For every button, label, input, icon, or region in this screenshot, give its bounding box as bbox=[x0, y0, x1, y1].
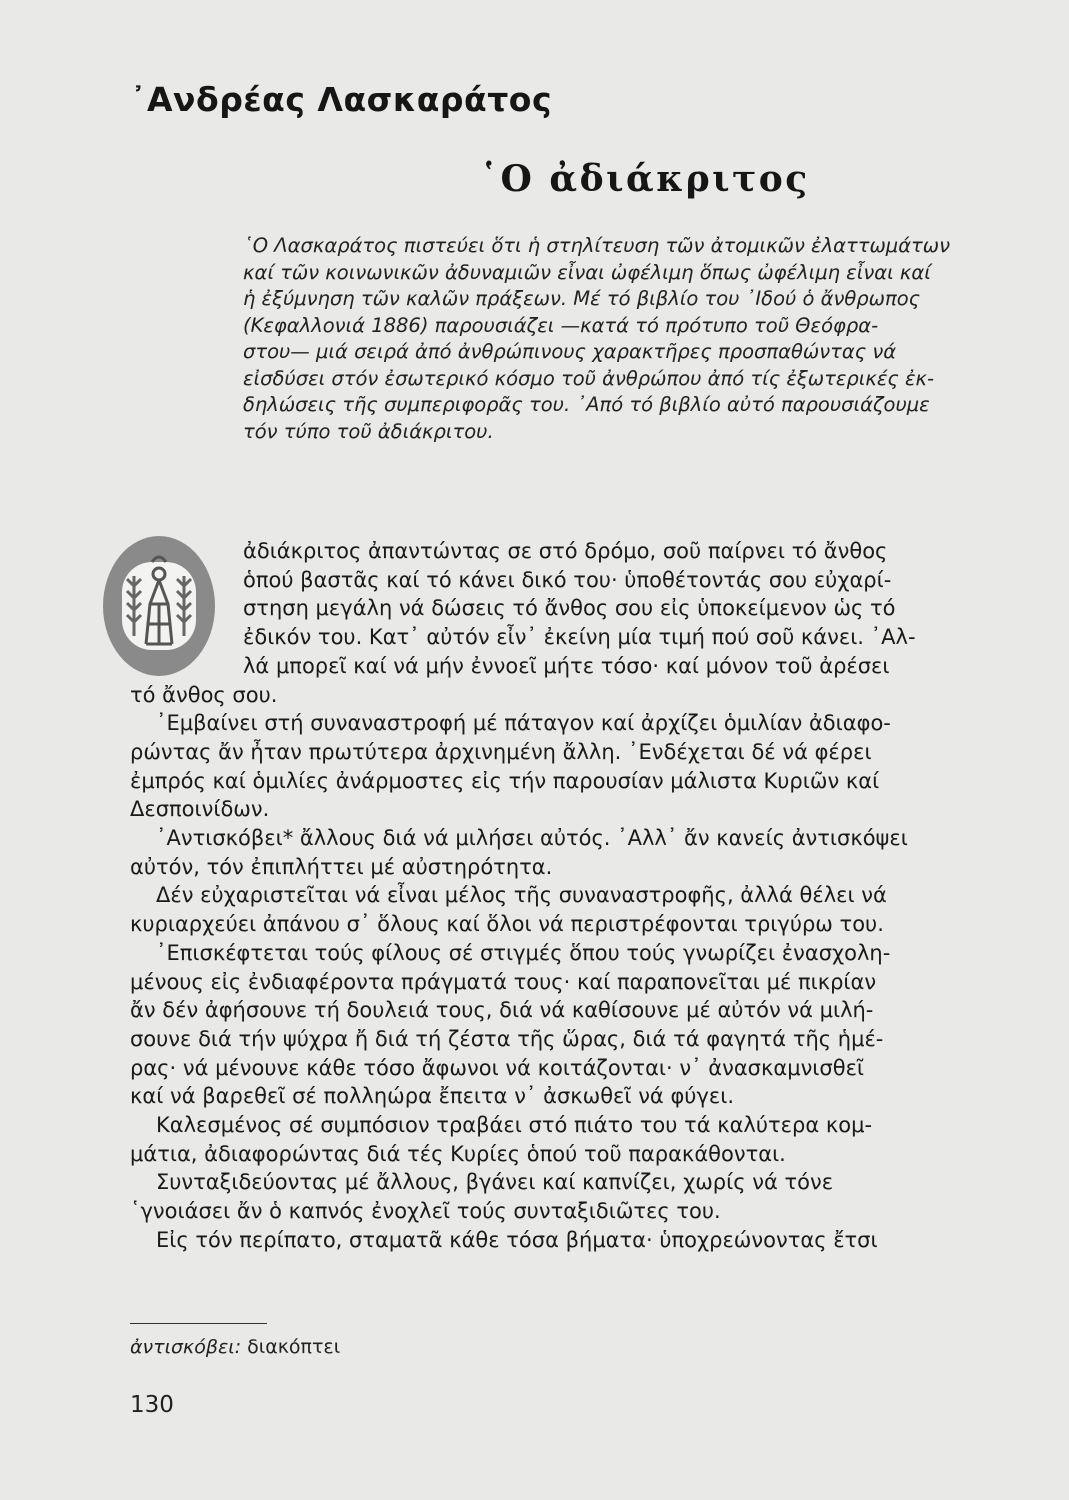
intro-line: ἡ ἐξύμνηση τῶν καλῶν πράξεων. Μέ τό βιβλίο του ᾿Ιδού ὁ ἄνθρωπος bbox=[243, 287, 921, 310]
intro-line: καί τῶν κοινωνικῶν ἀδυναμιῶν εἶναι ὠφέλιμη ὅπως ὠφέλιμη εἶναι καί bbox=[243, 260, 931, 284]
body-line: ἀδιάκριτος ἀπαντώντας σε στό δρόμο, σοῦ παίρνει τό ἄνθος bbox=[243, 539, 888, 563]
intro-paragraph bbox=[243, 233, 968, 445]
body-line: μάτια, ἀδιαφορώντας διά τές Κυρίες ὁπού τοῦ παρακάθονται. bbox=[130, 1141, 786, 1166]
intro-line: τόν τύπο τοῦ ἀδιάκριτου. bbox=[243, 419, 494, 443]
intro-line: δηλώσεις τῆς συμπεριφορᾶς του. ᾿Από τό βιβλίο αὐτό παρουσιάζουμε bbox=[243, 393, 930, 416]
body-line: σουνε διά τήν ψύχρα ἤ διά τή ζέστα τῆς ὥρας, διά τά φαγητά τῆς ἡμέ- bbox=[130, 1026, 884, 1051]
body-line: Δεσποινίδων. bbox=[130, 797, 270, 822]
body-line: ρώντας ἄν ἦταν πρωτύτερα ἀρχινημένη ἄλλη. ᾿Ενδέχεται δέ νά φέρει bbox=[130, 739, 872, 764]
body-line: Καλεσμένος σέ συμπόσιον τραβάει στό πιάτο του τά καλύτερα κομ- bbox=[156, 1113, 873, 1138]
body-line: κυριαρχεύει ἀπάνου σ᾿ ὅλους καί ὅλοι νά περιστρέφονται τριγύρω του. bbox=[130, 912, 884, 937]
body-line: ἐδικόν του. Κατ᾿ αὐτόν εἶν᾿ ἐκείνη μία τιμή πού σοῦ κάνει. ᾿Αλ- bbox=[243, 625, 916, 650]
footnote-term: ἀντισκόβει: bbox=[130, 1336, 242, 1358]
body-line: τό ἄνθος σου. bbox=[130, 682, 278, 707]
body-paragraphs bbox=[130, 681, 975, 1255]
intro-line: ῾Ο Λασκαράτος πιστεύει ὅτι ἡ στηλίτευση τῶν ἀτομικῶν ἐλαττωμάτων bbox=[243, 234, 951, 257]
body-line: Δέν εὐχαριστεῖται νά εἶναι μέλος τῆς συναναστροφῆς, ἀλλά θέλει νά bbox=[156, 883, 887, 908]
body-line: στηση μεγάλη νά δώσεις τό ἄνθος σου εἰς ὑποκείμενον ὡς τό bbox=[243, 596, 896, 621]
body-line: Συνταξιδεύοντας μέ ἄλλους, βγάνει καί καπνίζει, χωρίς νά τόνε bbox=[156, 1170, 834, 1195]
body-line: ᾿Επισκέφτεται τούς φίλους σέ στιγμές ὅπου τούς γνωρίζει ἐνασχολη- bbox=[156, 940, 891, 965]
body-line: ἐμπρός καί ὁμιλίες ἀνάρμοστες εἰς τήν παρουσίαν μάλιστα Κυριῶν καί bbox=[130, 768, 880, 793]
body-line: λά μπορεῖ καί νά μήν ἐννοεῖ μήτε τόσο· καί μόνον τοῦ ἀρέσει bbox=[243, 653, 890, 678]
author-heading: ᾿Ανδρέας Λασκαράτος bbox=[130, 80, 553, 119]
footnote-divider bbox=[130, 1323, 267, 1324]
page-number: 130 bbox=[130, 1392, 174, 1418]
body-line: αὐτόν, τόν ἐπιπλήττει μέ αὐστηρότητα. bbox=[130, 854, 553, 879]
body-line: καί νά βαρεθεῖ σέ πολληώρα ἔπειτα ν᾿ ἀσκωθεῖ νά φύγει. bbox=[130, 1084, 735, 1109]
body-line: ὁπού βαστᾶς καί τό κάνει δικό του· ὑποθέτοντάς σου εὐχαρί- bbox=[243, 567, 892, 592]
footnote bbox=[130, 1336, 340, 1358]
intro-line: (Κεφαλλονιά 1886) παρουσιάζει —κατά τό πρότυπο τοῦ Θεόφρα- bbox=[243, 313, 879, 337]
body-line: ἄν δέν ἀφήσουνε τή δουλειά τους, διά νά καθίσουνε μέ αὐτόν νά μιλή- bbox=[130, 998, 874, 1023]
main-text bbox=[130, 537, 975, 1255]
body-line: ρας· νά μένουνε κάθε τόσο ἄφωνοι νά κοιτάζονται· ν᾿ ἀνασκαμνισθεῖ bbox=[130, 1055, 865, 1080]
page-title: ῾Ο ἀδιάκριτος bbox=[480, 158, 810, 200]
body-line: ᾿Αντισκόβει* ἄλλους διά νά μιλήσει αὐτός. ᾿Αλλ᾿ ἄν κανείς ἀντισκόψει bbox=[156, 826, 908, 851]
footnote-definition: διακόπτει bbox=[247, 1336, 341, 1358]
body-line: ῾γνοιάσει ἄν ὁ καπνός ἐνοχλεῖ τούς συνταξιδιῶτες του. bbox=[130, 1199, 721, 1224]
body-line: Εἰς τόν περίπατο, σταματᾶ κάθε τόσα βήματα· ὑποχρεώνοντας ἔτσι bbox=[156, 1227, 878, 1252]
body-line: μένους εἰς ἐνδιαφέροντα πράγματά τους· καί παραπονεῖται μέ πικρίαν bbox=[130, 969, 877, 994]
intro-line: εἰσδύσει στόν ἐσωτερικό κόσμο τοῦ ἀνθρώπου ἀπό τίς ἐξωτερικές ἐκ- bbox=[243, 366, 935, 390]
body-line: ᾿Εμβαίνει στή συναναστροφή μέ πάταγον καί ἀρχίζει ὁμιλίαν ἀδιαφο- bbox=[156, 711, 891, 736]
intro-line: στου— μιά σειρά ἀπό ἀνθρώπινους χαρακτῆρες προσπαθώντας νά bbox=[243, 340, 897, 363]
